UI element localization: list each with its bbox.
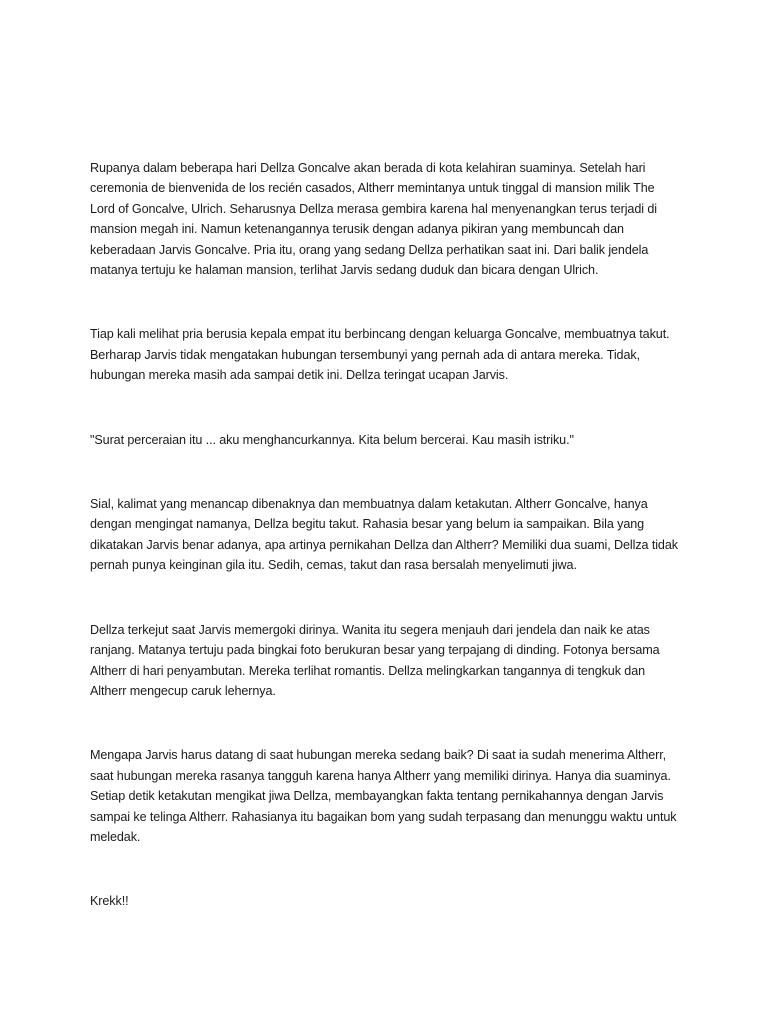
paragraph: Krekk!! [90,894,129,909]
document-body [90,158,682,956]
paragraph: Tiap kali melihat pria berusia kepala empat itu berbincang dengan keluarga Goncalve, membuatnya takut. Berharap Jarvis tidak mengatakan hubungan tersembunyi yang pernah ada di antara mereka. Tidak, hubungan mereka masih ada sampai detik ini. Dellza teringat ucapan Jarvis. [90,327,670,383]
paragraph: Dellza terkejut saat Jarvis memergoki dirinya. Wanita itu segera menjauh dari jendela dan naik ke atas ranjang. Matanya tertuju pada bingkai foto berukuran besar yang terpajang di dinding. Fotonya bersama Altherr di hari penyambutan. Mereka terlihat romantis. Dellza melingkarkan tangannya di tengkuk dan Altherr mengecup caruk lehernya. [90,622,660,698]
paragraph: Mengapa Jarvis harus datang di saat hubungan mereka sedang baik? Di saat ia sudah menerima Altherr, saat hubungan mereka rasanya tangguh karena hanya Altherr yang memiliki dirinya. Hanya dia suaminya. Setiap detik ketakutan mengikat jiwa Dellza, membayangkan fakta tentang pernikahannya dengan Jarvis sampai ke telinga Altherr. Rahasianya itu bagaikan bom yang sudah terpasang dan menunggu waktu untuk meledak. [90,748,677,844]
paragraph: "Surat perceraian itu ... aku menghancurkannya. Kita belum bercerai. Kau masih istriku." [90,432,574,447]
paragraph: Rupanya dalam beberapa hari Dellza Goncalve akan berada di kota kelahiran suaminya. Setelah hari ceremonia de bienvenida de los recién casados, Altherr memintanya untuk tinggal di mansion milik The Lord of Goncalve, Ulrich. Seharusnya Dellza merasa gembira karena hal menyenangkan terus terjadi di mansion megah ini. Namun ketenangannya terusik dengan adanya pikiran yang membuncah dan keberadaan Jarvis Goncalve. Pria itu, orang yang sedang Dellza perhatikan saat ini. Dari balik jendela matanya tertuju ke halaman mansion, terlihat Jarvis sedang duduk dan bicara dengan Ulrich. [90,161,657,278]
paragraph: Sial, kalimat yang menancap dibenaknya dan membuatnya dalam ketakutan. Altherr Goncalve, hanya dengan mengingat namanya, Dellza begitu takut. Rahasia besar yang belum ia sampaikan. Bila yang dikatakan Jarvis benar adanya, apa artinya pernikahan Dellza dan Altherr? Memiliki dua suami, Dellza tidak pernah punya keinginan gila itu. Sedih, cemas, takut dan rasa bersalah menyelimuti jiwa. [90,497,678,573]
